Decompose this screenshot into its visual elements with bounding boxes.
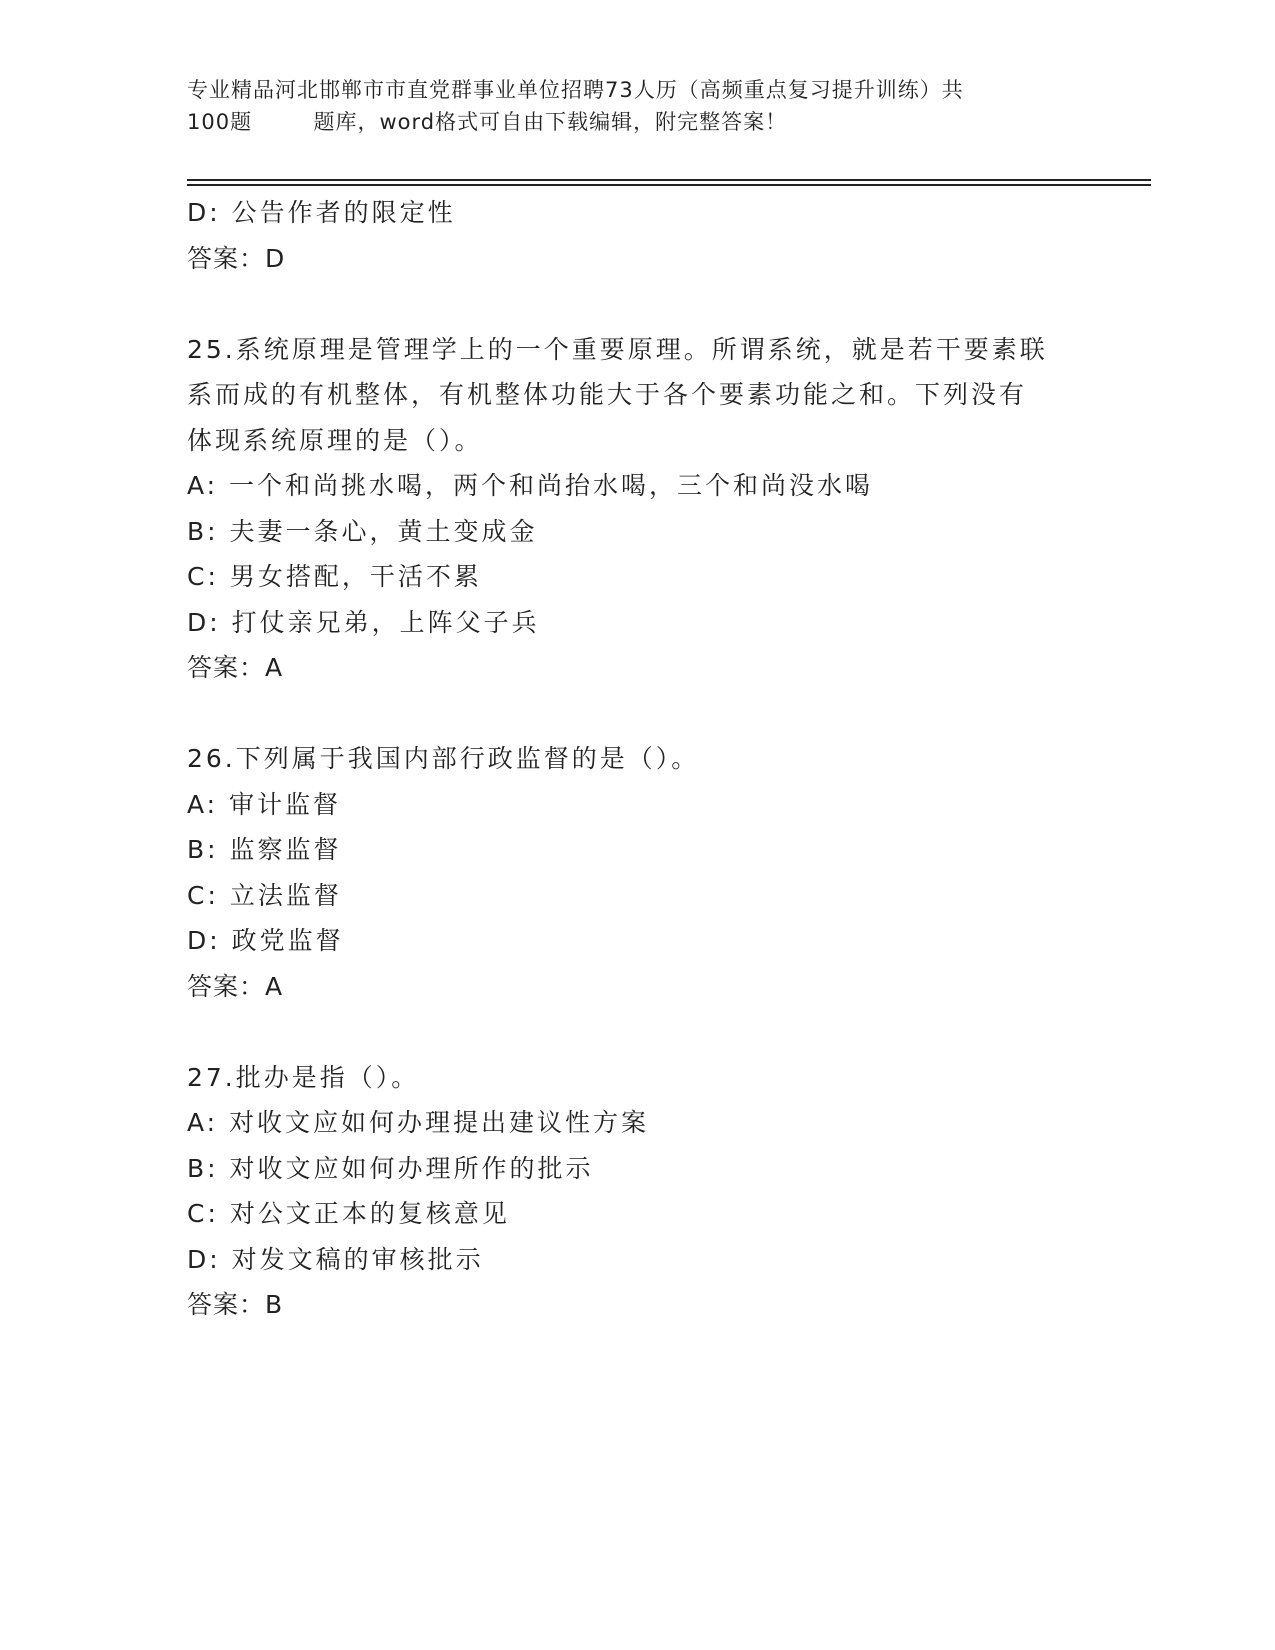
header-line-2: 100题 题库，word格式可自由下载编辑，附完整答案！ bbox=[187, 110, 788, 134]
option-c: C: 男女搭配，干活不累 bbox=[187, 562, 482, 591]
option-b: B: 监察监督 bbox=[187, 835, 342, 864]
header-line-1: 专业精品河北邯郸市市直党群事业单位招聘73人历（高频重点复习提升训练）共 bbox=[187, 78, 964, 102]
spacer bbox=[187, 691, 1087, 737]
question-26 bbox=[187, 736, 1087, 1009]
option-d: D: 打仗亲兄弟，上阵父子兵 bbox=[187, 607, 540, 637]
header-rule-top bbox=[187, 179, 1151, 181]
answer: 答案：D bbox=[187, 243, 286, 273]
spacer bbox=[187, 1009, 1087, 1055]
option-c: C: 对公文正本的复核意见 bbox=[187, 1199, 510, 1228]
question-27 bbox=[187, 1055, 1087, 1328]
option-d: D: 政党监督 bbox=[187, 926, 344, 955]
spacer bbox=[187, 281, 1087, 327]
header-rule-bottom bbox=[187, 184, 1151, 186]
option-a: A: 一个和尚挑水喝，两个和尚抬水喝，三个和尚没水喝 bbox=[187, 471, 874, 500]
question-stem-line: 系而成的有机整体，有机整体功能大于各个要素功能之和。下列没有 bbox=[187, 380, 1028, 409]
option-a: A: 审计监督 bbox=[187, 789, 342, 819]
question-25 bbox=[187, 327, 1087, 691]
option-c: C: 立法监督 bbox=[187, 880, 342, 910]
question-stem-line: 25.系统原理是管理学上的一个重要原理。所谓系统，就是若干要素联 bbox=[187, 334, 1048, 364]
page-header bbox=[187, 74, 1087, 138]
previous-question-tail bbox=[187, 190, 1087, 281]
option-a: A: 对收文应如何办理提出建议性方案 bbox=[187, 1108, 650, 1137]
option-b: B: 夫妻一条心，黄土变成金 bbox=[187, 516, 538, 546]
answer: 答案：B bbox=[187, 1290, 284, 1319]
option-d: D: 对发文稿的审核批示 bbox=[187, 1244, 484, 1274]
document-body bbox=[187, 190, 1087, 1328]
option-b: B: 对收文应如何办理所作的批示 bbox=[187, 1153, 594, 1183]
option-d: D: 公告作者的限定性 bbox=[187, 198, 456, 227]
answer: 答案：A bbox=[187, 971, 284, 1001]
question-stem-line: 体现系统原理的是（）。 bbox=[187, 425, 483, 455]
question-stem-line: 27.批办是指（）。 bbox=[187, 1062, 420, 1092]
question-stem-line: 26.下列属于我国内部行政监督的是（）。 bbox=[187, 744, 700, 773]
answer: 答案：A bbox=[187, 653, 284, 682]
